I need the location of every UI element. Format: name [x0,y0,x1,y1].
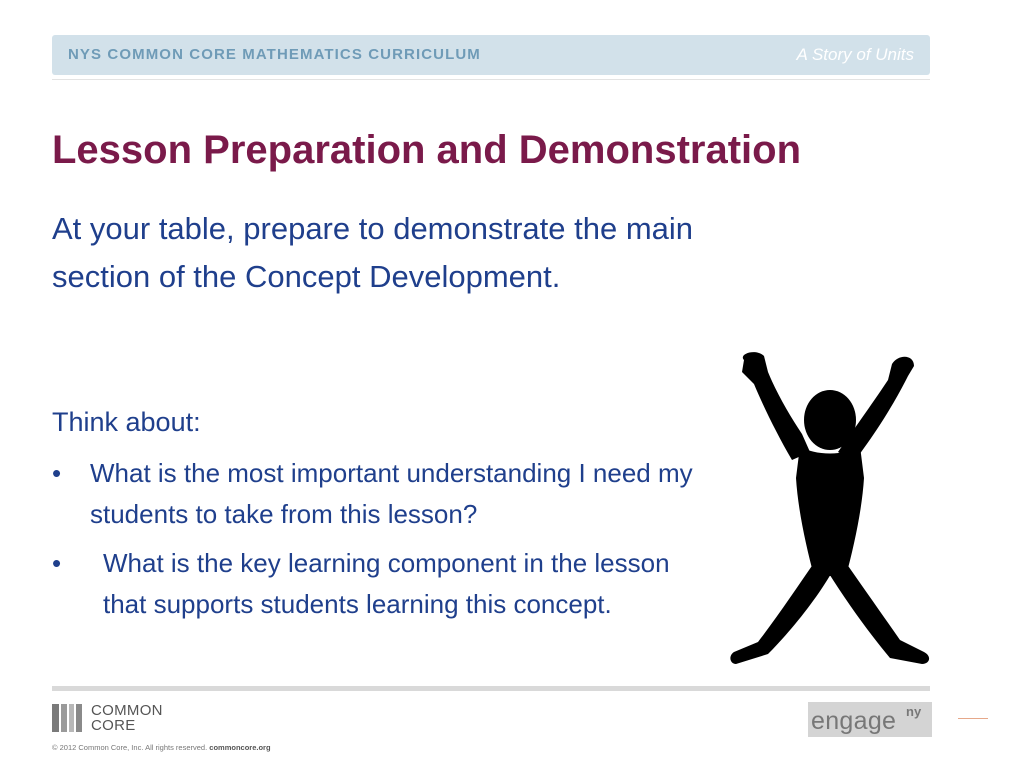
footer-divider [52,686,930,691]
slide-title: Lesson Preparation and Demonstration [52,128,802,172]
bullet-text: What is the most important understanding I need my students to take from this lesson? [90,458,693,529]
bullet-icon: • [52,458,62,488]
common-core-wordmark [91,703,163,733]
story-label: A Story of Units [796,45,914,64]
engage-wordmark: engage [811,707,897,735]
common-core-logo-icon [52,704,84,732]
header-divider [52,79,930,80]
copyright-text: © 2012 Common Core, Inc. All rights reserved. [52,743,208,752]
decorative-line [958,718,988,719]
intro-text: At your table, prepare to demonstrate the main section of the Concept Development. [52,211,694,294]
engageny-logo [808,702,932,737]
bullet-text: What is the key learning component in the lesson that supports students learning this concept. [103,548,670,619]
curriculum-label: NYS COMMON CORE MATHEMATICS CURRICULUM [68,46,481,63]
celebrating-person-icon [728,350,932,668]
copyright-notice [52,743,271,752]
header-bar [52,35,930,75]
bullet-icon: • [52,548,62,578]
engage-ny-superscript: ny [906,704,922,719]
commoncore-link[interactable]: commoncore.org [209,743,271,752]
logo-line-1: COMMON [91,702,163,719]
think-about-label: Think about: [52,407,201,437]
logo-line-2: CORE [91,717,136,734]
